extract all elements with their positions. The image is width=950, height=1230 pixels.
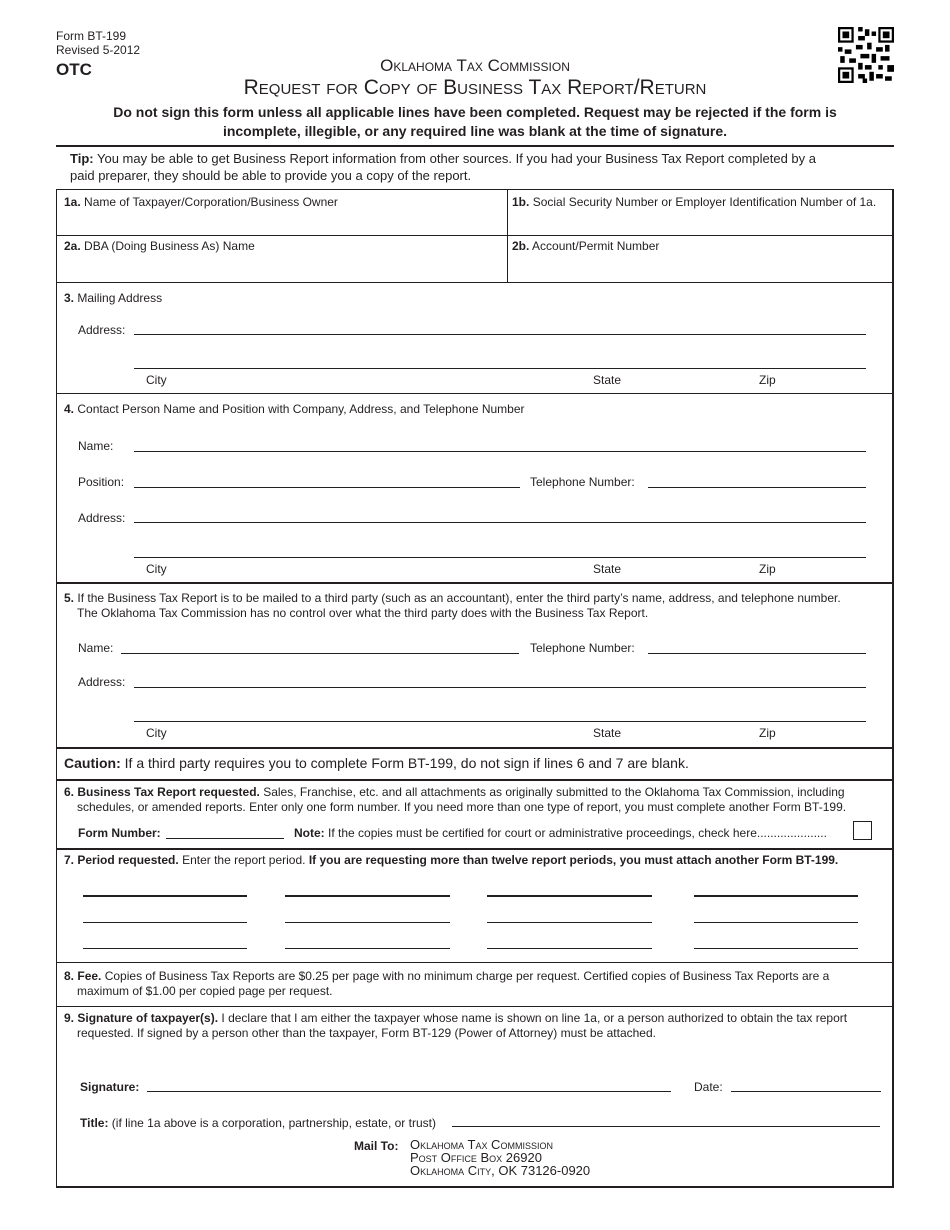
section-6-text: 6. Business Tax Report requested. Sales, Franchise, etc. and all attachments as originally submitted to the Oklahoma Tax Commission, including schedules, or amended reports. Enter only one form number. If you need more than one type of report, you must complete another Form BT-199. — [64, 785, 847, 814]
row-divider — [56, 582, 894, 584]
row-divider — [56, 235, 894, 236]
row-divider — [56, 747, 894, 749]
signature-line[interactable] — [147, 1091, 671, 1092]
section-4-label: 4. Contact Person Name and Position with Company, Address, and Telephone Number — [64, 402, 525, 416]
section-4-name-label: Name: — [78, 439, 114, 453]
section-3-address-label: Address: — [78, 323, 126, 337]
section-5-city-label: City — [146, 726, 167, 740]
row-divider — [56, 1006, 894, 1007]
section-5-telephone-line[interactable] — [648, 653, 866, 654]
field-1a-label: 1a. Name of Taxpayer/Corporation/Business Owner — [64, 195, 338, 209]
section-3-label: 3. Mailing Address — [64, 291, 163, 305]
section-4-address-line-1[interactable] — [134, 522, 866, 523]
section-3-address-line-2[interactable] — [134, 368, 866, 369]
period-field-10[interactable] — [285, 948, 450, 949]
section-4-zip-label: Zip — [759, 562, 776, 576]
section-3-zip-label: Zip — [759, 373, 776, 387]
tip-text: Tip: You may be able to get Business Report information from other sources. If you had your Business Tax Report completed by a paid preparer, they should be able to provide you a copy of the report. — [70, 151, 816, 183]
section-5-zip-label: Zip — [759, 726, 776, 740]
section-4-state-label: State — [593, 562, 622, 576]
period-field-2[interactable] — [285, 895, 450, 897]
date-label: Date: — [694, 1080, 723, 1094]
section-3-address-line-1[interactable] — [134, 334, 866, 335]
section-5-text: 5. If the Business Tax Report is to be mailed to a third party (such as an accountant), enter the third party’s name, address, and telephone number. The Oklahoma Tax Commission has no control over what the third party does with the Business Tax Report. — [64, 591, 841, 620]
section-4-address-label: Address: — [78, 511, 126, 525]
section-9-text: 9. Signature of taxpayer(s). I declare that I am either the taxpayer whose name is shown on line 1a, or a person authorized to obtain the tax report requested. If signed by a person other than the taxpayer, Form BT-129 (Power of Attorney) must be attached. — [64, 1011, 848, 1040]
period-field-4[interactable] — [694, 895, 858, 897]
agency-abbreviation: OTC — [56, 60, 92, 79]
form-id: Form BT-199 — [56, 29, 127, 43]
date-line[interactable] — [731, 1091, 881, 1092]
section-5-name-label: Name: — [78, 641, 114, 655]
section-5-address-label: Address: — [78, 675, 126, 689]
section-3-state-label: State — [593, 373, 622, 387]
column-divider — [507, 189, 508, 283]
section-5-state-label: State — [593, 726, 622, 740]
period-field-12[interactable] — [694, 948, 858, 949]
period-field-3[interactable] — [487, 895, 652, 897]
form-warning: Do not sign this form unless all applicable lines have been completed. Request may be rejected if the form is incomplete, illegible, or any required line was blank at the time of signature. — [113, 104, 837, 139]
section-5-address-line-2[interactable] — [134, 721, 866, 722]
period-field-7[interactable] — [487, 922, 652, 923]
section-4-telephone-line[interactable] — [648, 487, 866, 488]
period-field-8[interactable] — [694, 922, 858, 923]
field-1b-label: 1b. Social Security Number or Employer Identification Number of 1a. — [512, 195, 877, 209]
section-4-position-label: Position: — [78, 475, 125, 489]
caution-text: Caution: If a third party requires you to complete Form BT-199, do not sign if lines 6 and 7 are blank. — [64, 755, 689, 771]
period-field-6[interactable] — [285, 922, 450, 923]
section-4-address-line-2[interactable] — [134, 557, 866, 558]
section-8-text: 8. Fee. Copies of Business Tax Reports are $0.25 per page with no minimum charge per request. Certified copies of Business Tax Reports are a maximum of $1.00 per copied page per request. — [64, 969, 830, 998]
certified-note: Note: If the copies must be certified for court or administrative proceedings, check here..................... — [294, 826, 827, 840]
field-2b-label: 2b. Account/Permit Number — [512, 239, 660, 253]
section-3-city-label: City — [146, 373, 167, 387]
field-2a-label: 2a. DBA (Doing Business As) Name — [64, 239, 255, 253]
form-title: Request for Copy of Business Tax Report/Return — [243, 76, 707, 99]
row-divider — [56, 848, 894, 850]
row-divider — [56, 779, 894, 781]
qr-code-icon — [838, 27, 894, 83]
period-field-5[interactable] — [83, 922, 247, 923]
period-field-11[interactable] — [487, 948, 652, 949]
section-4-name-line[interactable] — [134, 451, 866, 452]
revision-date: Revised 5-2012 — [56, 43, 141, 57]
row-divider — [56, 962, 894, 963]
signature-label: Signature: — [80, 1080, 140, 1094]
section-4-telephone-label: Telephone Number: — [530, 475, 635, 489]
period-field-1[interactable] — [83, 895, 247, 897]
section-4-city-label: City — [146, 562, 167, 576]
mailing-address: Oklahoma Tax Commission Post Office Box 26920 Oklahoma City, OK 73126-0920 — [410, 1137, 591, 1178]
section-5-telephone-label: Telephone Number: — [530, 641, 635, 655]
section-4-position-line[interactable] — [134, 487, 520, 488]
title-line[interactable] — [452, 1126, 880, 1127]
title-label: Title: (if line 1a above is a corporation, partnership, estate, or trust) — [80, 1116, 436, 1130]
form-number-label: Form Number: — [78, 826, 161, 840]
section-5-name-line[interactable] — [121, 653, 519, 654]
row-divider — [56, 282, 894, 283]
header-divider — [56, 145, 894, 147]
form-number-line[interactable] — [166, 838, 284, 839]
row-divider — [56, 393, 894, 394]
agency-name: Oklahoma Tax Commission — [380, 56, 570, 75]
certified-checkbox[interactable] — [853, 821, 872, 840]
section-5-address-line-1[interactable] — [134, 687, 866, 688]
mail-to-label: Mail To: — [354, 1139, 399, 1153]
section-7-text: 7. Period requested. Enter the report period. If you are requesting more than twelve report periods, you must attach another Form BT-199. — [64, 853, 839, 867]
period-field-9[interactable] — [83, 948, 247, 949]
